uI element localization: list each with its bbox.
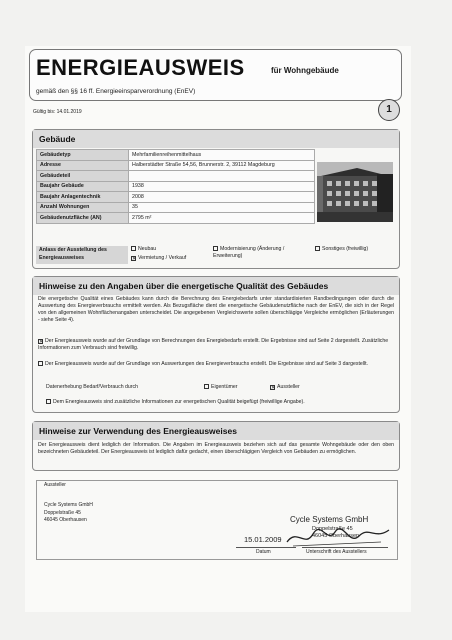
checked-box-icon: ✕ (132, 256, 137, 262)
option-zusatz: Dem Energieausweis sind zusätzliche Informationen zur energetischen Qualität beigefügt (freiwillige Angabe). (46, 399, 386, 406)
row-value: 2795 m² (129, 213, 315, 224)
checkbox-icon (213, 246, 218, 251)
verwendung-text: Der Energieausweis dient lediglich der Information. Die Angaben im Energieausweis beziehen sich auf das gesamte Wohngebäude oder den oben bezeichneten Gebäudeteil. Der Energieausweis ist lediglich dafür gedacht, einen überschlägigen Vergleich von Gebäuden zu ermöglichen. (38, 442, 394, 455)
checkbox-icon (38, 361, 43, 366)
option-bedarf: ✕ Der Energieausweis wurde auf der Grundlage von Berechnungen des Energiebedarfs erstellt. Die Ergebnisse sind auf Seite 2 dargestellt. Zusätzliche Informationen zum Verbrauch sind freiwillig. (38, 338, 389, 351)
table-row (37, 192, 315, 203)
checked-box-icon: ✕ (271, 385, 276, 391)
option-aussteller: ✕ Aussteller (271, 384, 300, 391)
checkbox-icon (315, 246, 320, 251)
checkbox-icon (131, 246, 136, 251)
option-neubau: Neubau (131, 246, 156, 253)
row-label: Gebäudetyp (37, 150, 129, 161)
document-title-suffix: für Wohngebäude (271, 66, 339, 75)
row-label: Gebäudenutzfläche (AN) (37, 213, 129, 224)
stamp-street: Doppelstraße 45 (312, 526, 353, 532)
option-vermietung: ✕ Vermietung / Verkauf (132, 255, 187, 262)
aussteller-city: 46045 Oberhausen (44, 517, 87, 523)
gebaeude-heading: Gebäude (33, 130, 399, 148)
table-row (37, 181, 315, 192)
option-modernisierung: Modernisierung (Änderung / Erweiterung) (213, 246, 285, 259)
row-label: Gebäudeteil (37, 171, 129, 182)
aussteller-label: Aussteller (44, 482, 66, 488)
document-title: ENERGIEAUSWEIS (36, 55, 245, 80)
checked-box-icon: ✕ (39, 339, 44, 345)
row-value: 2008 (129, 192, 315, 203)
date-line (236, 547, 296, 548)
valid-until: Gültig bis: 14.01.2019 (33, 109, 82, 115)
signature-line (302, 547, 388, 548)
verwendung-heading: Hinweise zur Verwendung des Energieausweises (33, 422, 399, 440)
option-sonstiges: Sonstiges (freiwillig) (315, 246, 368, 253)
row-label: Anzahl Wohnungen (37, 202, 129, 213)
signature-label: Unterschrift des Ausstellers (306, 549, 367, 555)
signature-date: 15.01.2009 (244, 535, 282, 544)
hinweise-intro: Die energetische Qualität eines Gebäudes kann durch die Berechnung des Energiebedarfs unter standardisierten Randbedingungen oder durch die Auswertung des Energieverbrauchs ermittelt werden. Als Bezugsfläche dient die energetische Gebäudenutzfläche nach der EnEV, die sich in der Regel von den allgemeinen Wohnflächenangaben unterscheidet. Die angegebenen Vergleichswerte sollen überschlägige Vergleiche ermöglichen (Erläuterungen - siehe Seite 4). (38, 296, 394, 323)
table-row (37, 213, 315, 224)
stamp-company: Cycle Systems GmbH (290, 515, 369, 524)
row-label: Baujahr Gebäude (37, 181, 129, 192)
option-eigentuemer: Eigentümer (204, 384, 238, 391)
table-row (37, 171, 315, 182)
table-row (37, 150, 315, 161)
row-value (129, 171, 315, 182)
building-photo-graphic (317, 162, 393, 222)
row-value: 35 (129, 202, 315, 213)
stamp-city: 46045 Oberhausen (312, 533, 360, 539)
row-value: Mehrfamilienreihenmittelhaus (129, 150, 315, 161)
checkbox-icon (46, 399, 51, 404)
gebaeude-table (36, 149, 315, 224)
page-number-badge: 1 (378, 99, 400, 121)
aussteller-company: Cycle Systems GmbH (44, 502, 93, 508)
legal-basis: gemäß den §§ 16 ff. Energieeinsparverordnung (EnEV) (36, 88, 196, 95)
checkbox-icon (204, 384, 209, 389)
date-label: Datum (256, 549, 271, 555)
row-label: Adresse (37, 160, 129, 171)
row-label: Baujahr Anlagentechnik (37, 192, 129, 203)
row-value: 1938 (129, 181, 315, 192)
hinweise-heading: Hinweise zu den Angaben über die energetische Qualität des Gebäudes (33, 277, 399, 295)
aussteller-street: Doppelstraße 45 (44, 510, 81, 516)
row-value: Halberstädter Straße 54,56, Brunnerstr. 2, 39112 Magdeburg (129, 160, 315, 171)
building-photo (317, 162, 393, 222)
option-verbrauch: Der Energieausweis wurde auf der Grundlage von Auswertungen des Energieverbrauchs erstellt. Die Ergebnisse sind auf Seite 3 dargestellt. (38, 361, 394, 368)
anlass-label: Anlass der Ausstellung des Energieausweises (36, 246, 128, 264)
datenerhebung-label: Datenerhebung Bedarf/Verbrauch durch (46, 384, 138, 390)
table-row (37, 202, 315, 213)
table-row (37, 160, 315, 171)
